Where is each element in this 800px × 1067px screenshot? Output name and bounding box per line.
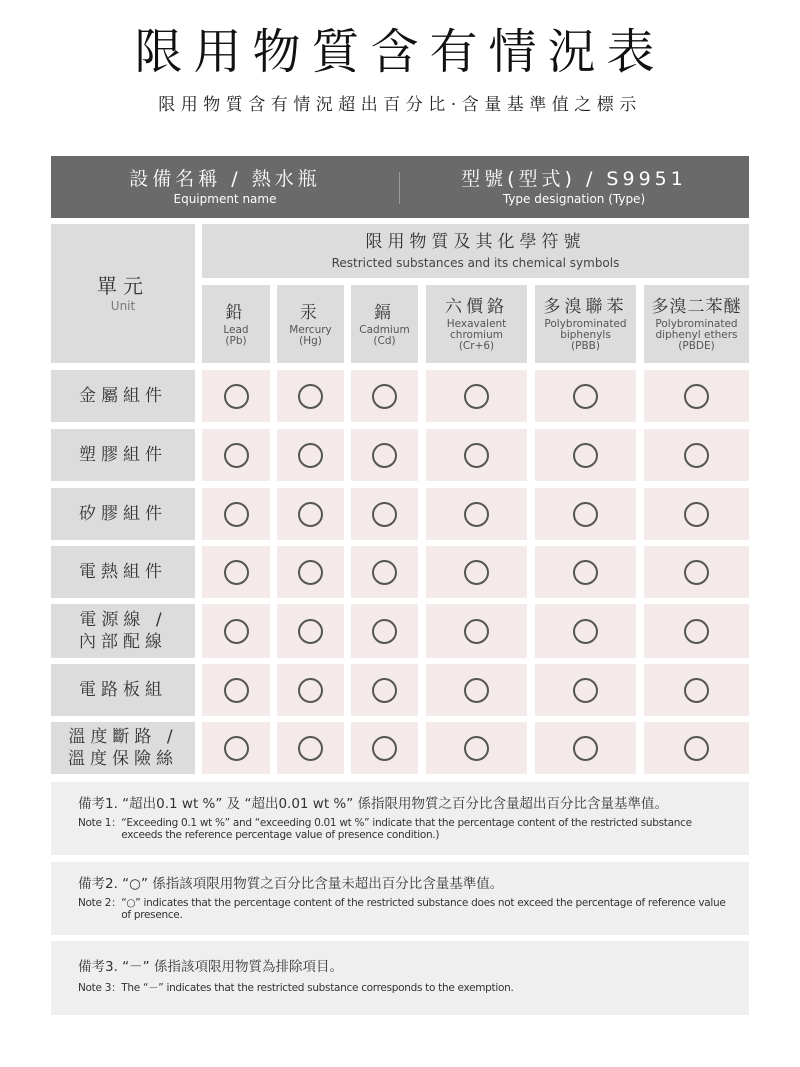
substance-name: 六價鉻 bbox=[445, 297, 508, 317]
substance-name: 鎘 bbox=[374, 302, 395, 323]
cell-mercury bbox=[277, 370, 344, 422]
cell-pbde bbox=[644, 722, 749, 774]
cell-pbde bbox=[644, 370, 749, 422]
substance-header-pbde bbox=[644, 285, 749, 363]
circle-mark-icon bbox=[224, 678, 249, 703]
substance-header-mercury bbox=[277, 285, 344, 363]
equipment-name-label-en: Equipment name bbox=[173, 192, 277, 206]
substance-name-en: Hexavalent bbox=[446, 318, 507, 330]
note-1-en: “Exceeding 0.1 wt %” and “exceeding 0.01 wt %” indicate that the percentage content of the restricted substance exceeds the reference percentage value of presence condition.) bbox=[121, 817, 692, 841]
circle-mark-icon bbox=[684, 384, 709, 409]
note-1-label: Note 1： bbox=[78, 817, 122, 829]
note-2-en: “○” indicates that the percentage content of the restricted substance does not exceed the percentage of reference value of presence. bbox=[121, 897, 726, 921]
circle-mark-icon bbox=[573, 502, 598, 527]
substance-header-lead bbox=[202, 285, 270, 363]
circle-mark-icon bbox=[573, 619, 598, 644]
row-label-cell bbox=[51, 546, 195, 598]
cell-pbde bbox=[644, 488, 749, 540]
substance-symbol: (Cr+6) bbox=[458, 340, 495, 352]
circle-mark-icon bbox=[224, 560, 249, 585]
circle-mark-icon bbox=[464, 678, 489, 703]
cell-cadmium bbox=[351, 370, 418, 422]
substance-symbol: (PBB) bbox=[571, 340, 600, 352]
note-3-zh: 備考3. “－” 係指該項限用物質為排除項目。 bbox=[78, 959, 343, 975]
circle-mark-icon bbox=[684, 619, 709, 644]
circle-mark-icon bbox=[684, 443, 709, 468]
cell-pbde bbox=[644, 664, 749, 716]
row-label: 塑膠組件 bbox=[79, 445, 167, 465]
circle-mark-icon bbox=[298, 619, 323, 644]
cell-lead bbox=[202, 664, 270, 716]
cell-cadmium bbox=[351, 664, 418, 716]
cell-pbb bbox=[535, 488, 636, 540]
substance-name-en: Cadmium bbox=[359, 323, 410, 336]
substance-name-en: Mercury bbox=[289, 323, 332, 336]
cell-mercury bbox=[277, 604, 344, 658]
cell-hexavalent-chromium bbox=[426, 429, 527, 481]
row-label: 電路板組 bbox=[79, 680, 167, 700]
cell-lead bbox=[202, 488, 270, 540]
row-label: 溫度斷路 / bbox=[68, 727, 178, 747]
row-label-line2: 內部配線 bbox=[79, 632, 167, 652]
note-1 bbox=[51, 782, 749, 855]
cell-pbde bbox=[644, 429, 749, 481]
cell-cadmium bbox=[351, 546, 418, 598]
circle-mark-icon bbox=[573, 678, 598, 703]
note-1-en-row bbox=[78, 817, 749, 841]
substance-name-en-2: diphenyl ethers bbox=[655, 329, 738, 341]
cell-hexavalent-chromium bbox=[426, 546, 527, 598]
row-label-cell bbox=[51, 604, 195, 658]
substance-header-hexavalent-chromium bbox=[426, 285, 527, 363]
circle-mark-icon bbox=[372, 678, 397, 703]
cell-mercury bbox=[277, 722, 344, 774]
substance-symbol: (PBDE) bbox=[678, 340, 715, 352]
unit-header-label-en: Unit bbox=[110, 298, 136, 313]
circle-mark-icon bbox=[464, 619, 489, 644]
note-1-zh: 備考1. “超出0.1 wt %” 及 “超出0.01 wt %” 係指限用物質之百分比含量超出百分比含量基準值。 bbox=[78, 796, 669, 812]
cell-mercury bbox=[277, 488, 344, 540]
circle-mark-icon bbox=[464, 502, 489, 527]
circle-mark-icon bbox=[372, 384, 397, 409]
type-designation-label-en: Type designation (Type) bbox=[502, 192, 646, 206]
row-label-cell bbox=[51, 664, 195, 716]
note-3-en-row bbox=[78, 982, 749, 994]
row-label: 電源線 / bbox=[79, 610, 167, 630]
substance-header-cadmium bbox=[351, 285, 418, 363]
unit-header-label: 單元 bbox=[97, 273, 149, 298]
substance-symbol: (Hg) bbox=[299, 334, 322, 347]
circle-mark-icon bbox=[573, 384, 598, 409]
cell-pbb bbox=[535, 546, 636, 598]
row-label-line2: 溫度保險絲 bbox=[68, 749, 178, 769]
note-3 bbox=[51, 941, 749, 1015]
equipment-name-block bbox=[51, 156, 399, 218]
cell-pbde bbox=[644, 546, 749, 598]
cell-cadmium bbox=[351, 722, 418, 774]
cell-hexavalent-chromium bbox=[426, 370, 527, 422]
cell-pbb bbox=[535, 664, 636, 716]
circle-mark-icon bbox=[298, 502, 323, 527]
row-label: 電熱組件 bbox=[79, 562, 167, 582]
cell-hexavalent-chromium bbox=[426, 488, 527, 540]
circle-mark-icon bbox=[573, 443, 598, 468]
circle-mark-icon bbox=[372, 736, 397, 761]
substance-name-en: Lead bbox=[223, 323, 249, 336]
cell-lead bbox=[202, 546, 270, 598]
circle-mark-icon bbox=[372, 502, 397, 527]
circle-mark-icon bbox=[224, 443, 249, 468]
substance-name-en-2: biphenyls bbox=[560, 329, 611, 341]
circle-mark-icon bbox=[684, 678, 709, 703]
substance-name-en: Polybrominated bbox=[544, 318, 627, 330]
restricted-substances-header bbox=[202, 224, 749, 278]
cell-mercury bbox=[277, 546, 344, 598]
note-3-label: Note 3： bbox=[78, 982, 122, 994]
substance-name: 多溴聯苯 bbox=[543, 297, 628, 317]
circle-mark-icon bbox=[224, 502, 249, 527]
page-subtitle: 限用物質含有情況超出百分比‧含量基準值之標示 bbox=[158, 95, 642, 115]
circle-mark-icon bbox=[372, 443, 397, 468]
circle-mark-icon bbox=[372, 619, 397, 644]
substance-symbol: (Cd) bbox=[373, 334, 396, 347]
circle-mark-icon bbox=[684, 502, 709, 527]
row-label: 金屬組件 bbox=[79, 386, 167, 406]
cell-lead bbox=[202, 429, 270, 481]
cell-hexavalent-chromium bbox=[426, 664, 527, 716]
note-2-zh: 備考2. “○” 係指該項限用物質之百分比含量未超出百分比含量基準值。 bbox=[78, 876, 504, 892]
circle-mark-icon bbox=[298, 560, 323, 585]
row-label-cell bbox=[51, 488, 195, 540]
substance-name-en: Polybrominated bbox=[655, 318, 738, 330]
cell-pbb bbox=[535, 604, 636, 658]
substance-name: 鉛 bbox=[225, 302, 247, 323]
cell-hexavalent-chromium bbox=[426, 722, 527, 774]
row-label: 矽膠組件 bbox=[79, 504, 167, 524]
row-label-cell bbox=[51, 370, 195, 422]
cell-lead bbox=[202, 722, 270, 774]
substance-symbol: (Pb) bbox=[225, 334, 247, 347]
restricted-header-label: 限用物質及其化學符號 bbox=[365, 232, 586, 252]
equipment-header-bar bbox=[51, 156, 749, 218]
circle-mark-icon bbox=[298, 736, 323, 761]
note-3-en: The “－” indicates that the restricted substance corresponds to the exemption. bbox=[121, 982, 514, 994]
note-2-en-row bbox=[78, 897, 749, 921]
circle-mark-icon bbox=[464, 736, 489, 761]
circle-mark-icon bbox=[224, 384, 249, 409]
type-designation-label: 型號(型式) / S9951 bbox=[461, 168, 687, 190]
cell-pbb bbox=[535, 429, 636, 481]
type-designation-block bbox=[399, 156, 749, 218]
cell-cadmium bbox=[351, 488, 418, 540]
cell-mercury bbox=[277, 664, 344, 716]
circle-mark-icon bbox=[464, 443, 489, 468]
cell-pbb bbox=[535, 370, 636, 422]
cell-cadmium bbox=[351, 429, 418, 481]
note-2-label: Note 2： bbox=[78, 897, 122, 909]
row-label-cell bbox=[51, 429, 195, 481]
substance-name: 汞 bbox=[300, 302, 321, 323]
restricted-header-label-en: Restricted substances and its chemical symbols bbox=[331, 256, 620, 270]
cell-lead bbox=[202, 604, 270, 658]
circle-mark-icon bbox=[573, 560, 598, 585]
substance-name: 多溴二苯醚 bbox=[651, 297, 742, 317]
circle-mark-icon bbox=[464, 560, 489, 585]
cell-mercury bbox=[277, 429, 344, 481]
unit-header bbox=[51, 224, 195, 363]
substance-header-pbb bbox=[535, 285, 636, 363]
cell-pbde bbox=[644, 604, 749, 658]
cell-cadmium bbox=[351, 604, 418, 658]
circle-mark-icon bbox=[298, 678, 323, 703]
substance-name-en-2: chromium bbox=[450, 329, 503, 341]
circle-mark-icon bbox=[224, 619, 249, 644]
equipment-name-label: 設備名稱 / 熱水瓶 bbox=[129, 168, 321, 190]
cell-lead bbox=[202, 370, 270, 422]
circle-mark-icon bbox=[372, 560, 397, 585]
circle-mark-icon bbox=[298, 443, 323, 468]
note-2 bbox=[51, 862, 749, 935]
row-label-cell bbox=[51, 722, 195, 774]
circle-mark-icon bbox=[684, 736, 709, 761]
page-title: 限用物質含有情況表 bbox=[134, 24, 666, 80]
circle-mark-icon bbox=[684, 560, 709, 585]
cell-pbb bbox=[535, 722, 636, 774]
circle-mark-icon bbox=[573, 736, 598, 761]
circle-mark-icon bbox=[224, 736, 249, 761]
circle-mark-icon bbox=[298, 384, 323, 409]
cell-hexavalent-chromium bbox=[426, 604, 527, 658]
circle-mark-icon bbox=[464, 384, 489, 409]
